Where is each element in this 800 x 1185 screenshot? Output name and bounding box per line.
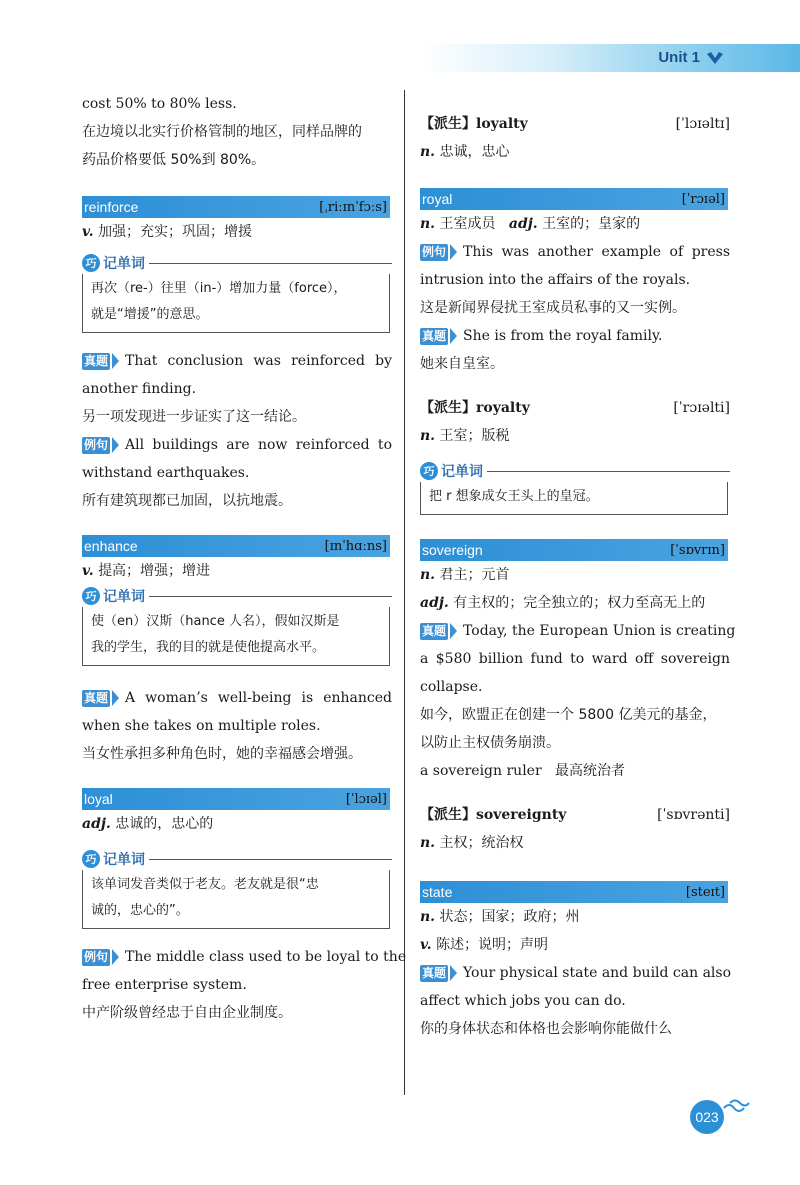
headword: state (422, 884, 453, 900)
tag-zhenti: 真题 (84, 353, 109, 368)
header-band (420, 44, 800, 72)
word-bar-enhance (82, 535, 390, 557)
tag-liju: 例句 (84, 949, 109, 964)
intro-cn-2: 药品价格要低 50%到 80%。 (82, 152, 266, 168)
headword: royal (422, 191, 453, 207)
example-line: another finding. (82, 381, 197, 397)
example-cn: 当女性承担多种角色时，她的幸福感会增强。 (82, 746, 362, 762)
example-line: intrusion into the affairs of the royals. (420, 272, 691, 288)
page-number: 023 (690, 1100, 724, 1134)
headword: sovereign (422, 542, 483, 558)
chevron-down-icon (705, 48, 725, 68)
intro-cn-1: 在边境以北实行价格管制的地区，同样品牌的 (82, 124, 362, 140)
word-bar-sovereign (420, 539, 728, 561)
tag-zhenti: 真题 (422, 623, 447, 638)
example-line: collapse. (420, 679, 483, 695)
memo-icon: 巧 (82, 587, 100, 605)
example-cn: 你的身体状态和体格也会影响你能做什么 (420, 1021, 672, 1037)
example-cn: 如今，欧盟正在创建一个 5800 亿美元的基金， (420, 707, 717, 723)
right-column (420, 90, 736, 1043)
example-line: 真题 Today, the European Union is creating (422, 623, 736, 639)
derivative-sovereignty: 【派生】sovereignty [ˈsɒvrənti] (420, 807, 730, 823)
memo-icon: 巧 (82, 254, 100, 272)
definition: n. 君主；元首 (420, 567, 510, 583)
headword: loyal (84, 791, 113, 807)
word-bar-state (420, 881, 728, 903)
phonetic: [ˌriːɪnˈfɔːs] (319, 199, 387, 215)
phonetic: [ˈrɔɪəl] (681, 191, 725, 207)
phonetic: [ɪnˈhɑːns] (324, 538, 387, 554)
column-divider (404, 90, 405, 1095)
phrase-line: a sovereign ruler 最高统治者 (420, 763, 626, 779)
derivative-loyalty: 【派生】loyalty [ˈlɔɪəltɪ] (420, 116, 730, 132)
example-line: 例句 All buildings are now reinforced to (84, 437, 392, 453)
memo-icon: 巧 (82, 850, 100, 868)
definition: adj. 忠诚的，忠心的 (82, 816, 214, 832)
derivative-royalty: 【派生】royalty [ˈrɔɪəlti] (420, 400, 730, 416)
tag-zhenti: 真题 (422, 965, 447, 980)
memo-title: 巧 记单词 (82, 252, 392, 274)
headword: reinforce (84, 199, 139, 215)
definition: n. 王室成员 adj. 王室的；皇家的 (420, 216, 641, 232)
example-line: a $580 billion fund to ward off sovereign (420, 651, 730, 667)
example-line: withstand earthquakes. (82, 465, 250, 481)
waves-icon (722, 1098, 750, 1114)
example-line: 例句 The middle class used to be loyal to the (84, 949, 407, 965)
headword: enhance (84, 538, 138, 554)
example-line: 例句 This was another example of press (422, 244, 730, 260)
tag-liju: 例句 (422, 244, 447, 259)
example-line: when she takes on multiple roles. (82, 718, 321, 734)
example-cn: 以防止主权债务崩溃。 (420, 735, 560, 751)
intro-en: cost 50% to 80% less. (82, 96, 237, 112)
memo-title: 巧 记单词 (420, 460, 730, 482)
definition: v. 陈述；说明；声明 (420, 937, 549, 953)
tag-zhenti: 真题 (84, 690, 109, 705)
example-line: 真题 That conclusion was reinforced by (84, 353, 392, 369)
definition: n. 王室；版税 (420, 428, 510, 444)
memo-box: 再次（re-）往里（in-）增加力量（force）， 就是“增援”的意思。 (82, 274, 390, 333)
example-cn: 她来自皇室。 (420, 356, 504, 372)
example-cn: 这是新闻界侵扰王室成员私事的又一实例。 (420, 300, 686, 316)
unit-label: Unit 1 (658, 49, 700, 66)
word-bar-reinforce (82, 196, 390, 218)
definition: v. 加强；充实；巩固；增援 (82, 224, 253, 240)
definition: n. 主权；统治权 (420, 835, 524, 851)
left-column (82, 90, 407, 1027)
memo-box: 把 r 想象成女王头上的皇冠。 (420, 482, 728, 515)
tag-liju: 例句 (84, 437, 109, 452)
example-line: 真题 She is from the royal family. (422, 328, 663, 344)
example-cn: 另一项发现进一步证实了这一结论。 (82, 409, 306, 425)
example-line: 真题 A woman’s well-being is enhanced (84, 690, 392, 706)
memo-title: 巧 记单词 (82, 585, 392, 607)
definition: adj. 有主权的；完全独立的；权力至高无上的 (420, 595, 706, 611)
memo-box: 该单词发音类似于老友。老友就是很“忠 诚的，忠心的”。 (82, 870, 390, 929)
phonetic: [ˈsɒvrɪn] (670, 542, 725, 558)
word-bar-royal (420, 188, 728, 210)
example-line: 真题 Your physical state and build can also (422, 965, 732, 981)
phonetic: [ˈlɔɪəl] (345, 791, 387, 807)
example-line: affect which jobs you can do. (420, 993, 626, 1009)
example-cn: 所有建筑现都已加固，以抗地震。 (82, 493, 292, 509)
example-cn: 中产阶级曾经忠于自由企业制度。 (82, 1005, 292, 1021)
tag-zhenti: 真题 (422, 328, 447, 343)
example-line: free enterprise system. (82, 977, 247, 993)
definition: n. 忠诚，忠心 (420, 144, 510, 160)
definition: v. 提高；增强；增进 (82, 563, 211, 579)
phonetic: [steɪt] (685, 884, 725, 900)
memo-icon: 巧 (420, 462, 438, 480)
definition: n. 状态；国家；政府；州 (420, 909, 580, 925)
word-bar-loyal (82, 788, 390, 810)
memo-title: 巧 记单词 (82, 848, 392, 870)
memo-box: 使（en）汉斯（hance 人名），假如汉斯是 我的学生，我的目的就是使他提高水平。 (82, 607, 390, 666)
